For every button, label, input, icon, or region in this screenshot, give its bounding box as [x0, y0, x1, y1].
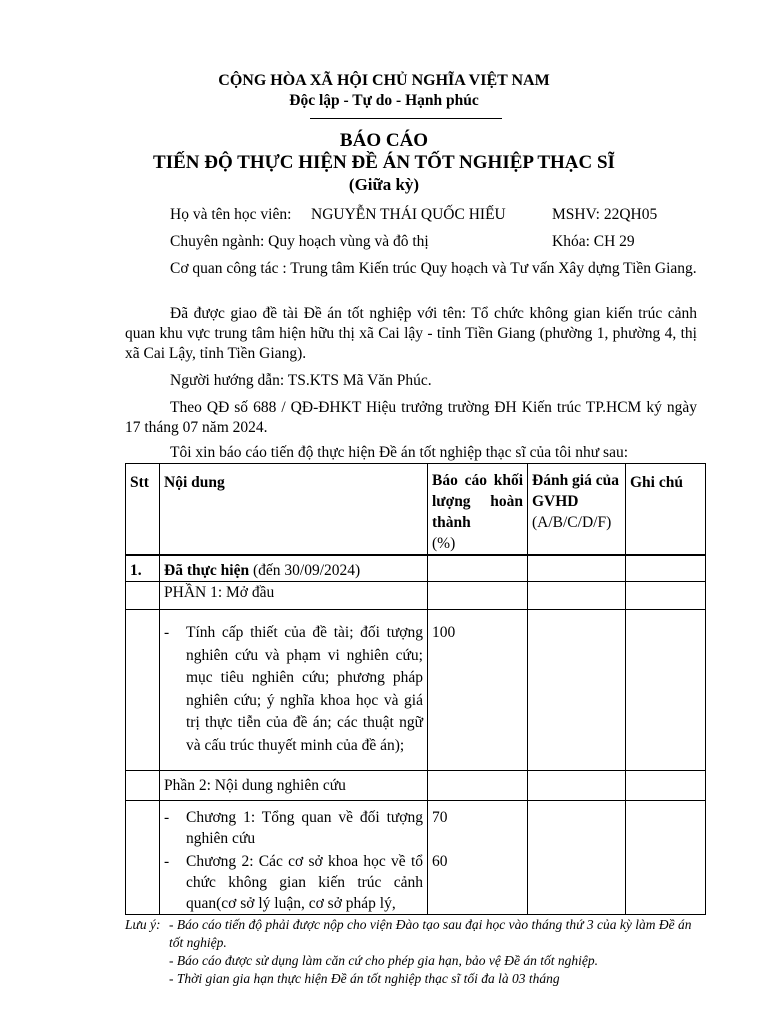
nation-header: CỘNG HÒA XÃ HỘI CHỦ NGHĨA VIỆT NAM: [218, 72, 550, 89]
student-label: Họ và tên học viên:: [170, 206, 292, 223]
footnote-line-1: - Báo cáo tiến độ phải được nộp cho viện Đào tạo sau đại học vào tháng thứ 3 của kỳ làm Đề án tốt nghiệp.: [169, 917, 692, 950]
part1-title: PHẦN 1: Mở đầu: [160, 582, 428, 610]
part2-title: Phần 2: Nội dung nghiên cứu: [160, 771, 428, 801]
part1-item: Tính cấp thiết của đề tài; đối tượng nghiên cứu và phạm vi nghiên cứu; mục tiêu nghiên cứu; phương pháp nghiên cứu; ý nghĩa khoa học và giá trị thực tiễn của đề án; các thuật ngữ và cấu trúc thuyết minh của đề án);: [186, 624, 423, 754]
workplace-text: Cơ quan công tác : Trung tâm Kiến trúc Quy hoạch và Tư vấn Xây dựng Tiền Giang.: [170, 260, 697, 277]
report-period: (Giữa kỳ): [348, 175, 420, 194]
report-subtitle: TIẾN ĐỘ THỰC HIỆN ĐỀ ÁN TỐT NGHIỆP THẠC SĨ: [153, 152, 615, 173]
section-title-cell: [160, 555, 428, 582]
header-progress: [428, 464, 528, 556]
cohort: Khóa: CH 29: [552, 233, 635, 250]
header-eval-scale: (A/B/C/D/F): [532, 514, 612, 531]
section-title: Đã thực hiện: [164, 562, 250, 579]
footnote: [125, 916, 705, 988]
workplace-paragraph: [125, 259, 697, 279]
table-row: [126, 801, 706, 915]
student-name: NGUYỄN THÁI QUỐC HIẾU: [311, 206, 506, 223]
topic-text: Đã được giao đề tài Đề án tốt nghiệp với tên: Tổ chức không gian kiến trúc cảnh quan khu vực trung tâm hiện hữu thị xã Cai lậy - tỉnh Tiền Giang (phường 1, phường 4, thị xã Cai Lậy, tỉnh Tiền Giang).: [125, 305, 697, 362]
part1-item-cell: [160, 610, 428, 771]
advisor-text: Người hướng dẫn: TS.KTS Mã Văn Phúc.: [170, 372, 432, 389]
table-row: [126, 555, 706, 582]
table-row: [126, 771, 706, 801]
header-eval-label: Đánh giá của GVHD: [532, 472, 619, 510]
table-row: [126, 582, 706, 610]
motto: Độc lập - Tự do - Hạnh phúc: [289, 92, 479, 109]
header-progress-unit: (%): [432, 535, 456, 552]
section-date: (đến 30/09/2024): [252, 562, 361, 579]
bullet-dash: -: [164, 624, 170, 641]
progress-table: [125, 463, 706, 915]
bullet-dash: -: [164, 809, 170, 826]
header-stt: Stt: [126, 464, 160, 556]
table-header-row: [126, 464, 706, 556]
report-title: BÁO CÁO: [339, 130, 429, 151]
footnote-label: Lưu ý:: [125, 917, 161, 932]
footnote-line-2: - Báo cáo được sử dụng làm căn cứ cho phép gia hạn, bảo vệ Đề án tốt nghiệp.: [169, 953, 598, 968]
decision-paragraph: [125, 398, 697, 438]
chapter-1-value: 70: [432, 809, 448, 826]
header-content: Nội dung: [160, 464, 428, 556]
student-id: MSHV: 22QH05: [552, 206, 658, 223]
intro-paragraph: [125, 443, 697, 463]
section-number: 1.: [126, 555, 160, 582]
header-eval: [528, 464, 626, 556]
header-notes: Ghi chú: [626, 464, 706, 556]
decision-text: Theo QĐ số 688 / QĐ-ĐHKT Hiệu trưởng trường ĐH Kiến trúc TP.HCM ký ngày 17 tháng 07 năm 2024.: [125, 399, 697, 436]
intro-text: Tôi xin báo cáo tiến độ thực hiện Đề án tốt nghiệp thạc sĩ của tôi như sau:: [170, 444, 629, 461]
chapter-2: Chương 2: Các cơ sở khoa học về tổ chức không gian kiến trúc cảnh quan(cơ sở lý luận, cơ sở pháp lý,: [186, 853, 423, 912]
advisor-paragraph: [125, 371, 697, 391]
bullet-dash: -: [164, 853, 170, 870]
topic-paragraph: [125, 304, 697, 364]
chapter-values: [428, 801, 528, 915]
chapters-cell: [160, 801, 428, 915]
table-row: [126, 610, 706, 771]
major: Chuyên ngành: Quy hoạch vùng và đô thị: [170, 233, 429, 250]
header-progress-label: Báo cáo khối lượng hoàn thành: [432, 472, 523, 531]
chapter-2-value: 60: [432, 853, 448, 870]
chapter-1: Chương 1: Tổng quan về đối tượng nghiên cứu: [186, 809, 423, 847]
part1-value: 100: [428, 610, 528, 771]
header-divider: [310, 118, 502, 119]
footnote-line-3: - Thời gian gia hạn thực hiện Đề án tốt nghiệp thạc sĩ tối đa là 03 tháng: [169, 971, 560, 986]
